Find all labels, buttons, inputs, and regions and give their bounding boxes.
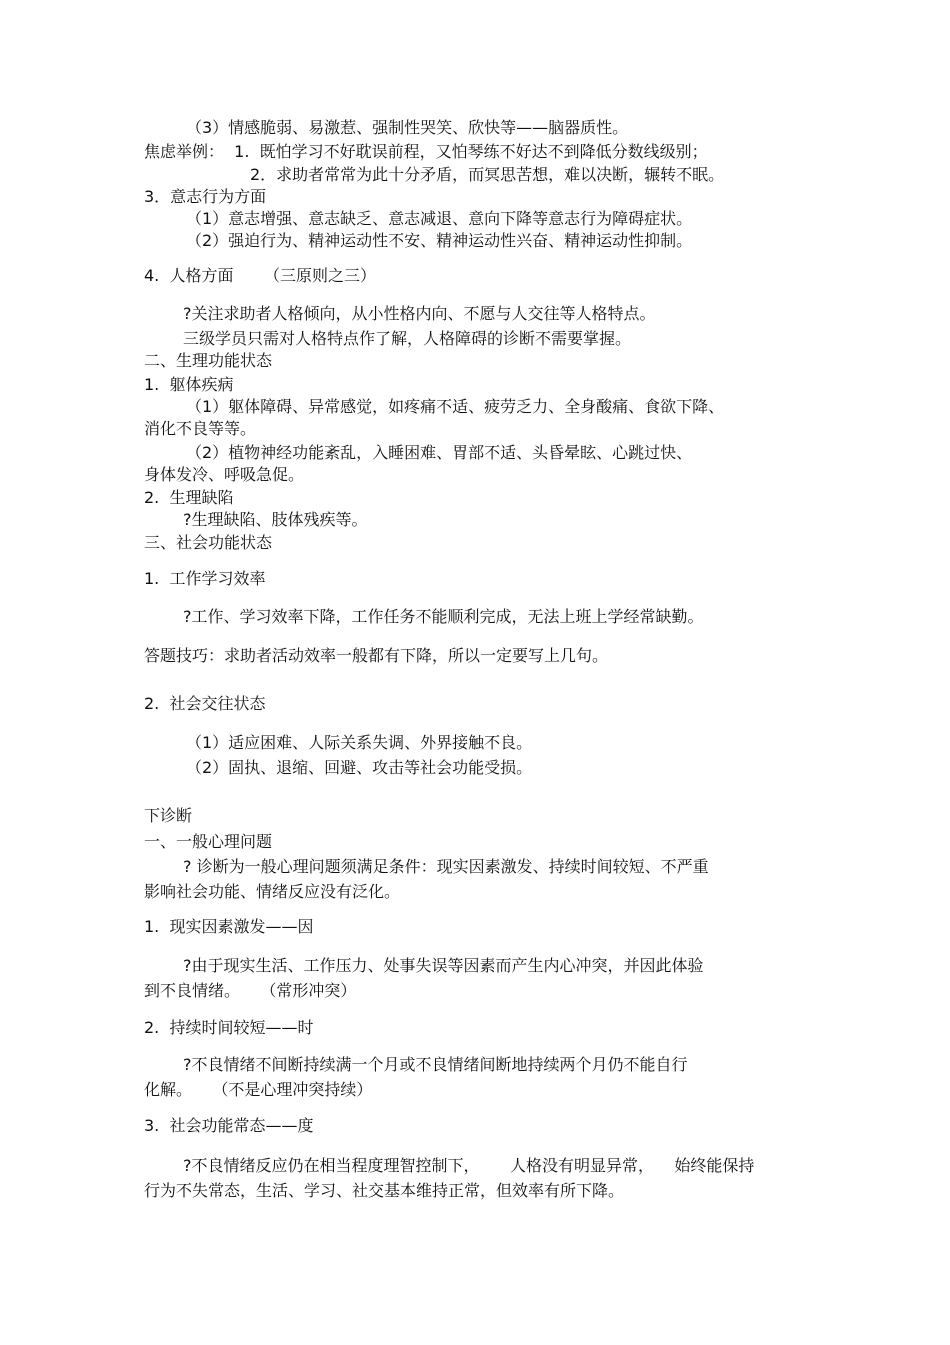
- text-line-21: 答题技巧：求助者活动效率一般都有下降，所以一定要写上几句。: [144, 646, 609, 665]
- text-line-11: 1. 躯体疾病: [144, 375, 234, 394]
- text-line-18: 三、社会功能状态: [144, 533, 273, 552]
- text-line-3: 2．求助者常常为此十分矛盾，而冥思苦想，难以决断，辗转不眠。: [250, 165, 725, 184]
- text-line-27: ? 诊断为一般心理问题须满足条件：现实因素激发、持续时间较短、不严重: [183, 857, 709, 876]
- text-line-32: 2. 持续时间较短——时: [144, 1018, 314, 1037]
- text-line-26: 一、一般心理问题: [144, 832, 273, 851]
- text-line-16: 2. 生理缺陷: [144, 488, 234, 507]
- text-line-4: 3．意志行为方面: [144, 187, 267, 206]
- text-line-33: ?不良情绪不间断持续满一个月或不良情绪间断地持续两个月仍不能自行: [183, 1055, 688, 1074]
- text-line-2: 焦虑举例： 1. 既怕学习不好耽误前程，又怕琴练不好达不到降低分数线级别；: [144, 142, 708, 161]
- text-line-22: 2. 社会交往状态: [144, 694, 266, 713]
- text-line-17: ?生理缺陷、肢体残疾等。: [183, 510, 368, 529]
- text-line-19: 1. 工作学习效率: [144, 569, 266, 588]
- text-line-12: （1）躯体障碍、异常感觉，如疼痛不适、疲劳乏力、全身酸痛、食欲下降、: [186, 397, 725, 416]
- text-line-37: 行为不失常态，生活、学习、社交基本维持正常，但效率有所下降。: [144, 1181, 625, 1200]
- text-line-7: 4. 人格方面 （三原则之三）: [144, 266, 376, 285]
- text-line-5: （1）意志增强、意志缺乏、意志减退、意向下降等意志行为障碍症状。: [186, 209, 693, 228]
- text-line-23: （1）适应困难、人际关系失调、外界接触不良。: [186, 733, 533, 752]
- text-line-8: ?关注求助者人格倾向，从小性格内向、不愿与人交往等人格特点。: [183, 304, 656, 323]
- text-line-36: ?不良情绪反应仍在相当程度理智控制下， 人格没有明显异常， 始终能保持: [183, 1156, 755, 1175]
- text-line-34: 化解。 （不是心理冲突持续）: [144, 1080, 373, 1099]
- text-line-30: ?由于现实生活、工作压力、处事失误等因素而产生内心冲突，并因此体验: [183, 956, 704, 975]
- text-line-14: （2）植物神经功能紊乱，入睡困难、胃部不适、头昏晕眩、心跳过快、: [186, 443, 693, 462]
- text-line-35: 3. 社会功能常态——度: [144, 1116, 314, 1135]
- text-line-13: 消化不良等等。: [144, 419, 257, 438]
- text-line-31: 到不良情绪。 （常形冲突）: [144, 981, 357, 1000]
- text-line-20: ?工作、学习效率下降，工作任务不能顺利完成，无法上班上学经常缺勤。: [183, 607, 704, 626]
- text-line-9: 三级学员只需对人格特点作了解，人格障碍的诊断不需要掌握。: [183, 329, 632, 348]
- text-line-29: 1. 现实因素激发——因: [144, 917, 314, 936]
- text-line-28: 影响社会功能、情绪反应没有泛化。: [144, 882, 401, 901]
- text-line-15: 身体发冷、呼吸急促。: [144, 465, 305, 484]
- text-line-1: （3）情感脆弱、易激惹、强制性哭笑、欣快等——脑器质性。: [186, 118, 629, 137]
- text-line-25: 下诊断: [144, 806, 193, 825]
- text-line-6: （2）强迫行为、精神运动性不安、精神运动性兴奋、精神运动性抑制。: [186, 231, 693, 250]
- text-line-10: 二、生理功能状态: [144, 351, 273, 370]
- text-line-24: （2）固执、退缩、回避、攻击等社会功能受损。: [186, 758, 533, 777]
